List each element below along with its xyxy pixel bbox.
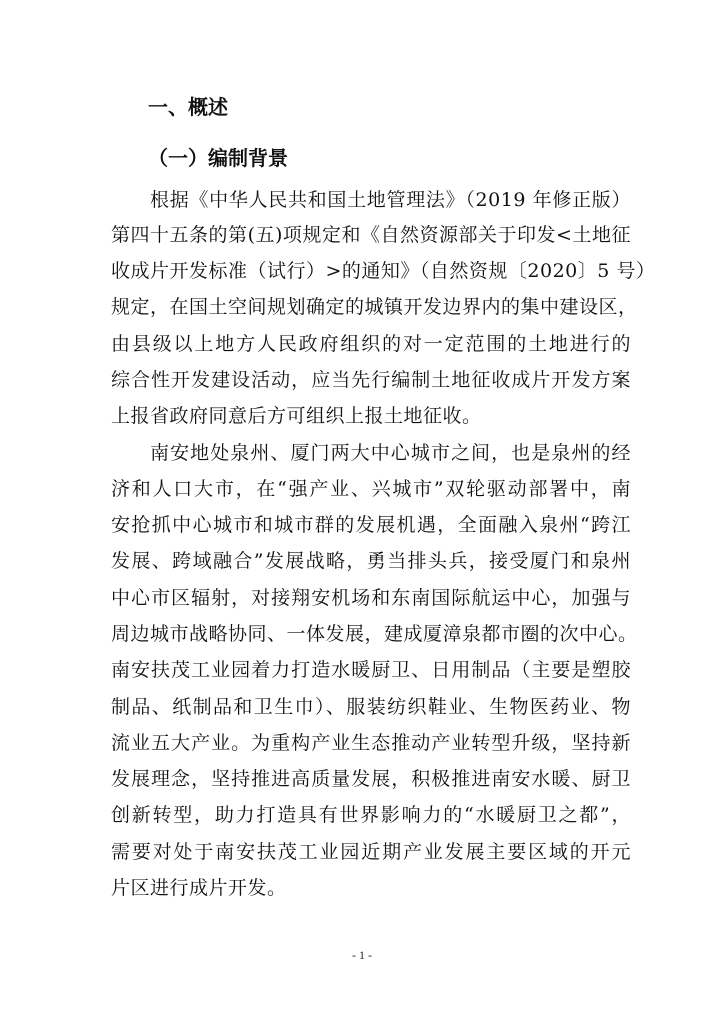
subsection-heading: （一）编制背景 — [148, 146, 288, 170]
paragraph-line: 发展理念，坚持推进高质量发展，积极推进南安水暖、厨卫 — [111, 768, 631, 790]
section-heading: 一、概述 — [148, 95, 228, 119]
paragraph-line: 南安地处泉州、厦门两大中心城市之间，也是泉州的经 — [150, 442, 631, 464]
paragraph-line: 需要对处于南安扶茂工业园近期产业发展主要区域的开元 — [111, 841, 631, 863]
paragraph-line: 发展、跨域融合”发展战略，勇当排头兵，接受厦门和泉州 — [111, 550, 631, 572]
paragraph-line: 创新转型，助力打造具有世界影响力的“水暖厨卫之都”， — [111, 804, 631, 826]
paragraph-line: 流业五大产业。为重构产业生态推动产业转型升级，坚持新 — [111, 732, 631, 754]
paragraph-line: 安抢抓中心城市和城市群的发展机遇，全面融入泉州“跨江 — [111, 514, 631, 536]
paragraph-line: 制品、纸制品和卫生巾）、服装纺织鞋业、生物医药业、物 — [111, 696, 631, 718]
paragraph-line: 第四十五条的第(五)项规定和《自然资源部关于印发<土地征 — [111, 224, 631, 246]
paragraph-line: 由县级以上地方人民政府组织的对一定范围的土地进行的 — [111, 333, 631, 355]
paragraph-line: 南安扶茂工业园着力打造水暖厨卫、日用制品（主要是塑胶 — [111, 659, 631, 681]
paragraph-line: 收成片开发标准（试行）>的通知》（自然资规〔2020〕5 号） — [111, 260, 656, 282]
page-number: - 1 - — [352, 948, 372, 962]
paragraph-line: 片区进行成片开发。 — [111, 877, 287, 899]
paragraph-line: 上报省政府同意后方可组织上报土地征收。 — [111, 405, 482, 427]
paragraph-line: 中心市区辐射，对接翔安机场和东南国际航运中心，加强与 — [111, 587, 631, 609]
paragraph-line: 综合性开发建设活动，应当先行编制土地征收成片开发方案 — [111, 369, 631, 391]
paragraph-line: 济和人口大市，在“强产业、兴城市”双轮驱动部署中，南 — [111, 478, 631, 500]
paragraph-line: 周边城市战略协同、一体发展，建成厦漳泉都市圈的次中心。 — [111, 623, 638, 645]
paragraph-line: 规定，在国土空间规划确定的城镇开发边界内的集中建设区， — [111, 296, 638, 318]
paragraph-line: 根据《中华人民共和国土地管理法》（2019 年修正版） — [150, 189, 631, 211]
